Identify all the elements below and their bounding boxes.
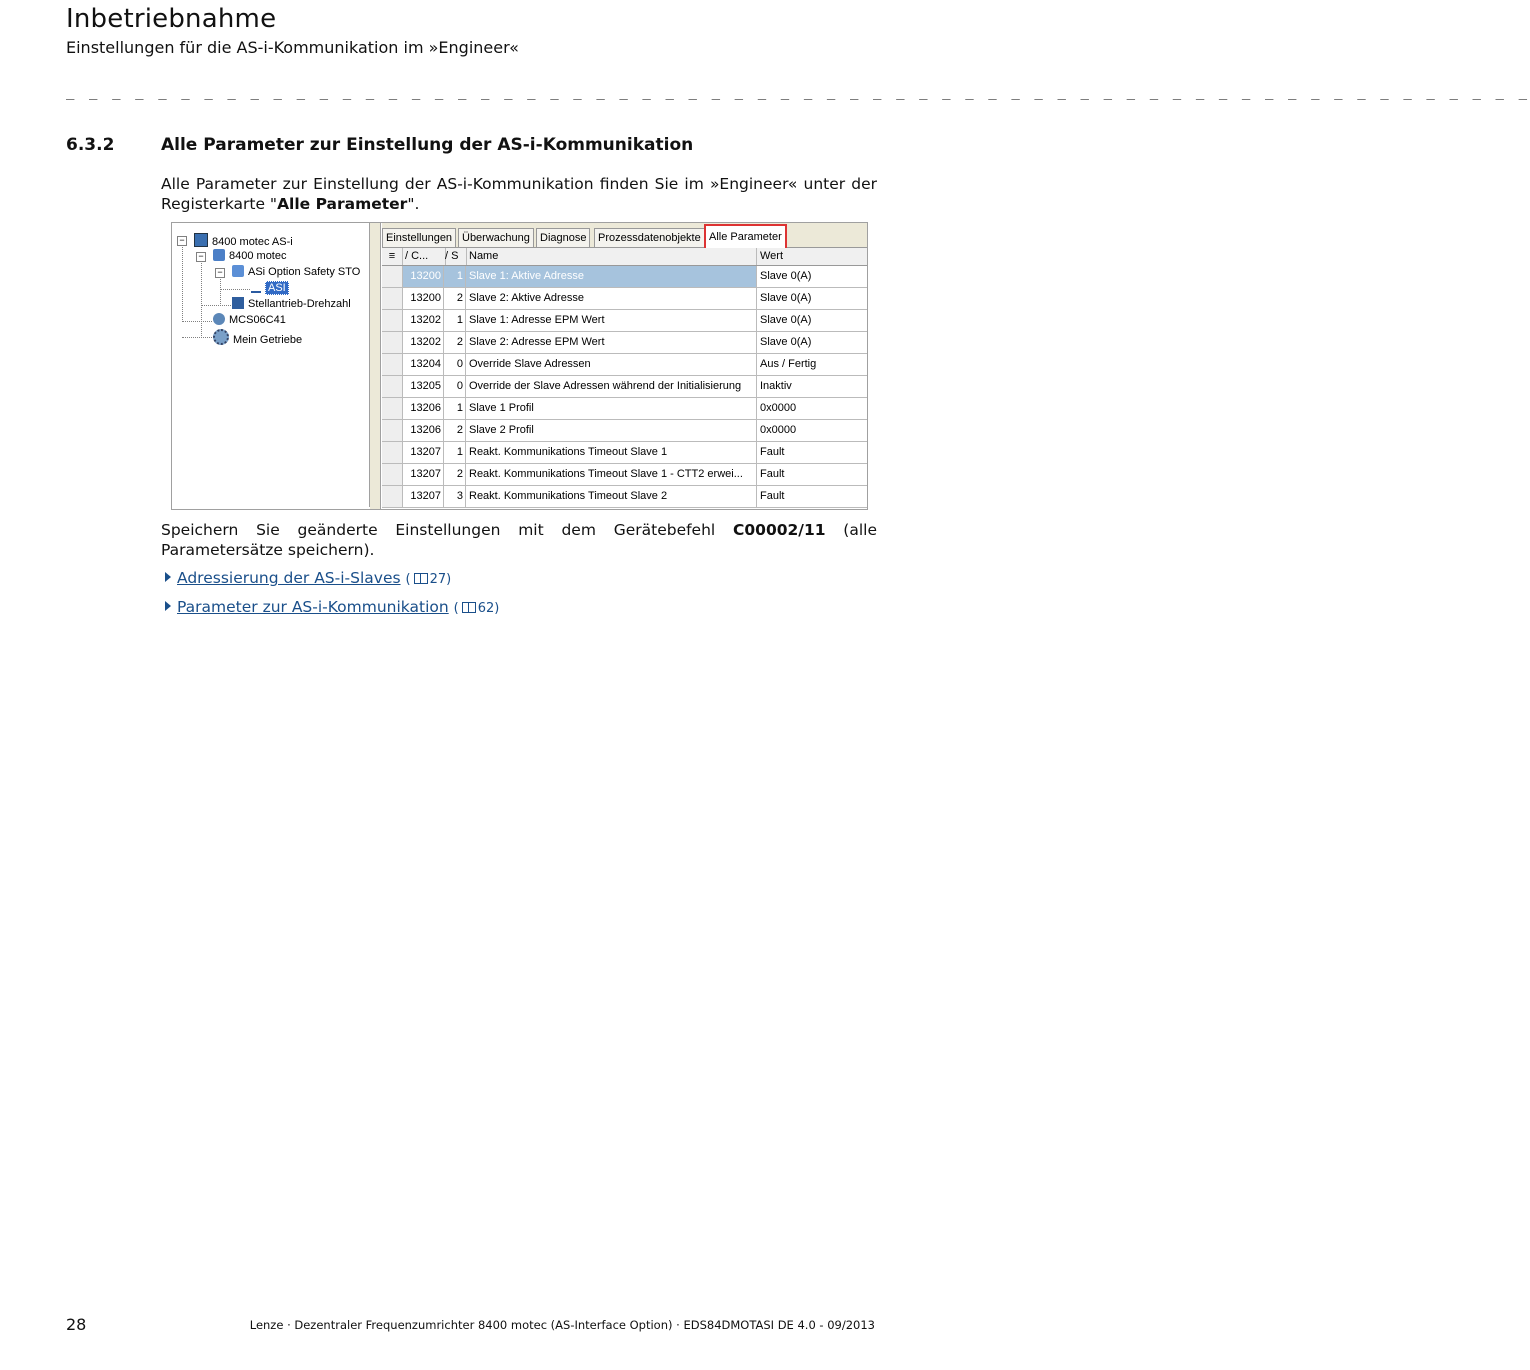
- cell-value: Slave 0(A): [760, 314, 812, 326]
- cell-name: Slave 2 Profil: [466, 420, 757, 441]
- cell-code: 13206: [403, 398, 444, 419]
- cell-code: 13205: [403, 376, 444, 397]
- cell-name: Override Slave Adressen: [466, 354, 757, 375]
- save-paragraph: Speichern Sie geänderte Einstellungen mit dem Gerätebefehl C00002/11 (alle Parametersätze speichern).: [161, 521, 877, 559]
- cell-code: 13202: [403, 310, 444, 331]
- row-indicator: [382, 420, 403, 441]
- cell-name: Override der Slave Adressen während der Initialisierung: [466, 376, 757, 397]
- section-number: 6.3.2: [66, 135, 115, 155]
- cell-subcode: 0: [444, 376, 466, 397]
- row-indicator: [382, 354, 403, 375]
- table-row[interactable]: [382, 354, 867, 376]
- cell-subcode: 1: [444, 266, 466, 287]
- tree-item-stellantrieb[interactable]: Stellantrieb-Drehzahl: [232, 297, 351, 312]
- cell-code: 13200: [403, 266, 444, 287]
- tab-diagnose[interactable]: Diagnose: [536, 228, 590, 247]
- grid-header: [382, 248, 867, 266]
- cell-name: Slave 2: Aktive Adresse: [466, 288, 757, 309]
- footer-text: Lenze · Dezentraler Frequenzumrichter 8400 motec (AS-Interface Option) · EDS84DMOTASI DE 4.0 - 09/2013: [249, 1318, 875, 1332]
- row-indicator: [382, 288, 403, 309]
- cell-value: Fault: [760, 446, 785, 458]
- cell-name: Reakt. Kommunikations Timeout Slave 1: [466, 442, 757, 463]
- row-indicator: [382, 398, 403, 419]
- application-icon: [232, 297, 244, 309]
- tree-item-8400-motec-asi[interactable]: 8400 motec AS-i: [194, 233, 293, 248]
- header-name[interactable]: Name: [466, 248, 757, 265]
- cell-name: Reakt. Kommunikations Timeout Slave 1 - CTT2 erwei...: [466, 464, 757, 485]
- cell-subcode: 2: [444, 464, 466, 485]
- table-row[interactable]: [382, 310, 867, 332]
- row-indicator: [382, 376, 403, 397]
- tab-bar: [382, 223, 867, 248]
- cell-code: 13207: [403, 486, 444, 507]
- cell-name: Reakt. Kommunikations Timeout Slave 2: [466, 486, 757, 507]
- cell-value: 0x0000: [760, 402, 797, 414]
- header-subcode[interactable]: / S: [444, 248, 467, 265]
- cell-subcode: 0: [444, 354, 466, 375]
- row-indicator: [382, 310, 403, 331]
- module-icon: [232, 265, 244, 277]
- intro-paragraph: Alle Parameter zur Einstellung der AS-i-Kommunikation finden Sie im »Engineer« unter der Registerkarte "Alle Parameter".: [161, 175, 877, 213]
- cell-code: 13202: [403, 332, 444, 353]
- cell-subcode: 3: [444, 486, 466, 507]
- pane-splitter[interactable]: [370, 223, 381, 509]
- tree-expander-1[interactable]: −: [196, 252, 206, 262]
- cell-value: Fault: [760, 490, 785, 502]
- cell-subcode: 1: [444, 310, 466, 331]
- cell-subcode: 2: [444, 288, 466, 309]
- engineer-screenshot: [171, 222, 868, 510]
- header-divider: _ _ _ _ _ _ _ _ _ _ _ _ _ _ _ _ _ _ _ _ _ _ _ _ _ _ _ _ _ _ _ _ _ _ _ _ _ _ _ _ _ _ _ _ _ _ _ _ _ _ _ _ _ _ _ _ _ _ _ _ _ _ _ _: [66, 84, 1530, 100]
- cell-value: Aus / Fertig: [760, 358, 817, 370]
- link-parameter[interactable]: Parameter zur AS-i-Kommunikation: [177, 598, 449, 616]
- tree-item-mcs06c41[interactable]: MCS06C41: [213, 313, 286, 328]
- cell-subcode: 2: [444, 420, 466, 441]
- tab-alle-parameter[interactable]: Alle Parameter: [704, 224, 787, 249]
- cell-code: 13207: [403, 464, 444, 485]
- cell-subcode: 1: [444, 398, 466, 419]
- tree-item-asi[interactable]: ASI: [251, 281, 289, 296]
- tab-ueberwachung[interactable]: Überwachung: [458, 228, 534, 247]
- page-number: 28: [66, 1315, 87, 1334]
- cell-code: 13200: [403, 288, 444, 309]
- tab-einstellungen[interactable]: Einstellungen: [382, 228, 456, 247]
- cell-name: Slave 2: Adresse EPM Wert: [466, 332, 757, 353]
- cell-value: Inaktiv: [760, 380, 792, 392]
- cell-code: 13206: [403, 420, 444, 441]
- device-icon: [194, 233, 208, 247]
- table-row[interactable]: [382, 420, 867, 442]
- table-row[interactable]: [382, 266, 867, 288]
- page-header-subtitle: Einstellungen für die AS-i-Kommunikation im »Engineer«: [66, 38, 519, 57]
- tree-expander-2[interactable]: −: [215, 268, 225, 278]
- drive-icon: [213, 249, 225, 261]
- row-indicator: [382, 332, 403, 353]
- cell-name: Slave 1: Adresse EPM Wert: [466, 310, 757, 331]
- triangle-arrow-icon: [165, 601, 171, 611]
- parameter-pane: [382, 223, 867, 509]
- header-code[interactable]: / C...: [403, 248, 446, 265]
- link-row-parameter: [165, 598, 499, 616]
- row-indicator: [382, 486, 403, 507]
- header-value[interactable]: Wert: [760, 250, 784, 262]
- triangle-arrow-icon: [165, 572, 171, 582]
- table-row[interactable]: [382, 376, 867, 398]
- tab-prozessdatenobjekte[interactable]: Prozessdatenobjekte: [594, 228, 705, 247]
- cell-subcode: 2: [444, 332, 466, 353]
- table-row[interactable]: [382, 398, 867, 420]
- header-indicator[interactable]: ≡: [382, 248, 403, 265]
- link-adressierung[interactable]: Adressierung der AS-i-Slaves: [177, 569, 401, 587]
- book-icon: [462, 602, 476, 613]
- page-ref[interactable]: ( 27): [405, 572, 452, 587]
- gear-icon: [213, 329, 229, 345]
- motor-icon: [213, 313, 225, 325]
- row-indicator: [382, 266, 403, 287]
- table-row[interactable]: [382, 288, 867, 310]
- row-indicator: [382, 464, 403, 485]
- cell-value: Fault: [760, 468, 785, 480]
- table-row[interactable]: [382, 442, 867, 464]
- book-icon: [414, 573, 428, 584]
- section-title: Alle Parameter zur Einstellung der AS-i-Kommunikation: [161, 135, 694, 155]
- cell-code: 13204: [403, 354, 444, 375]
- tree-item-asi-option[interactable]: ASi Option Safety STO: [232, 265, 360, 280]
- tree-expander-0[interactable]: −: [177, 236, 187, 246]
- cell-value: 0x0000: [760, 424, 797, 436]
- tree-item-8400-motec[interactable]: 8400 motec: [213, 249, 286, 264]
- cell-name: Slave 1 Profil: [466, 398, 757, 419]
- table-row[interactable]: [382, 486, 867, 508]
- project-tree: [172, 223, 370, 507]
- asi-icon: [251, 281, 261, 293]
- cell-value: Slave 0(A): [760, 336, 812, 348]
- cell-value: Slave 0(A): [760, 292, 812, 304]
- cell-code: 13207: [403, 442, 444, 463]
- table-row[interactable]: [382, 464, 867, 486]
- tree-item-mein-getriebe[interactable]: Mein Getriebe: [213, 329, 302, 344]
- link-row-adressierung: [165, 569, 451, 587]
- page-ref[interactable]: ( 62): [453, 601, 500, 616]
- cell-value: Slave 0(A): [760, 270, 812, 282]
- table-row[interactable]: [382, 332, 867, 354]
- cell-subcode: 1: [444, 442, 466, 463]
- cell-name: Slave 1: Aktive Adresse: [466, 266, 757, 287]
- page-header-title: Inbetriebnahme: [66, 4, 277, 34]
- row-indicator: [382, 442, 403, 463]
